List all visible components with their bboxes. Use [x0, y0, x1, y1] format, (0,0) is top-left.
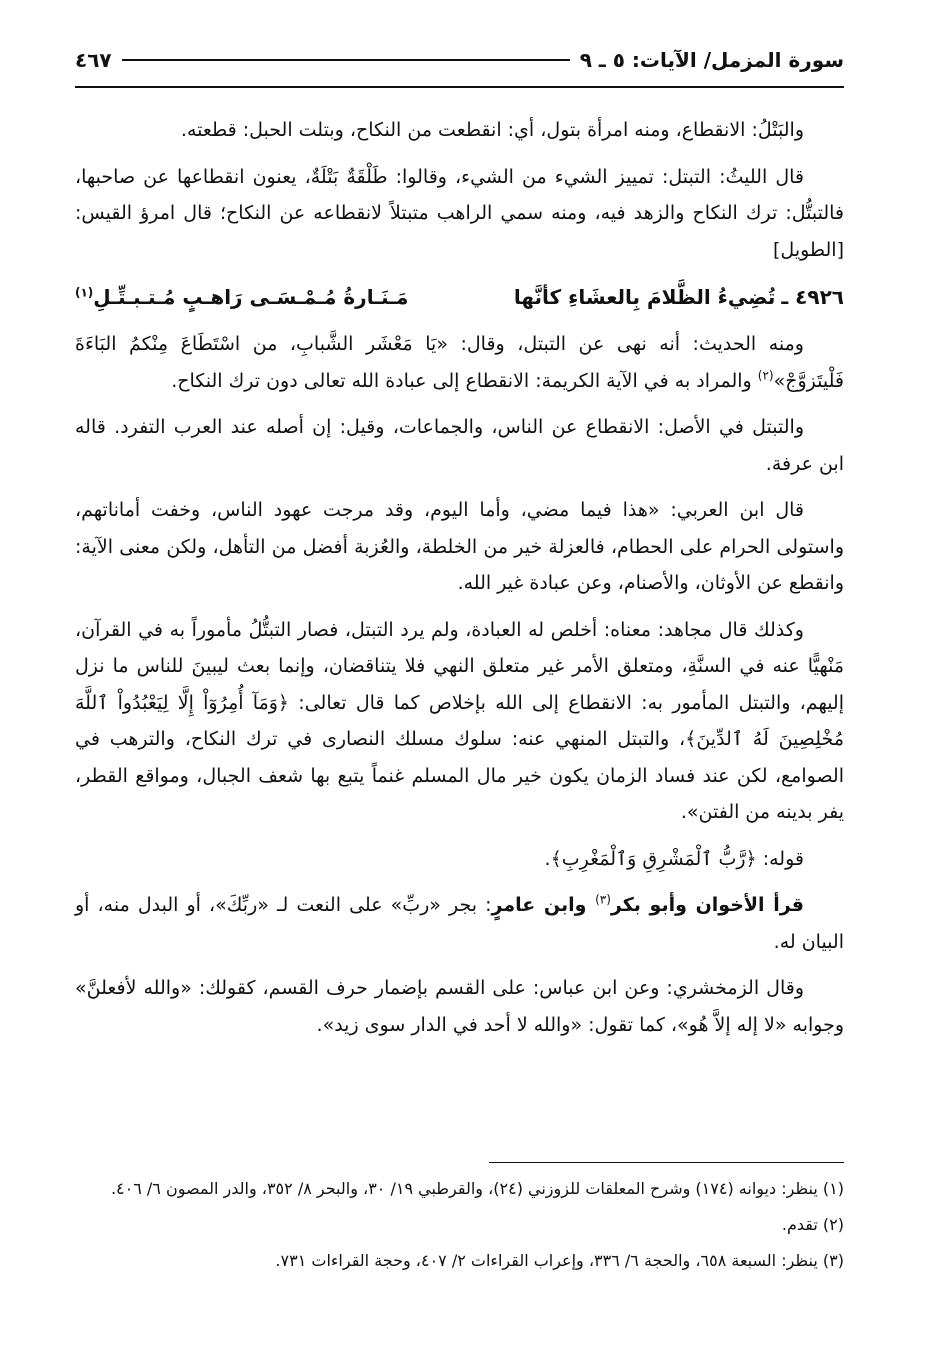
- paragraph-origin: والتبتل في الأصل: الانقطاع عن الناس، والجماعات، وقيل: إن أصله عند العرب التفرد. قاله ابن عرفة.: [75, 416, 844, 475]
- qiraat-ibn-amir: وابن عامرٍ: [491, 894, 596, 916]
- paragraph-verse-quote: قوله: ﴿رَّبُّ ٱلْمَشْرِقِ وَٱلْمَغْرِبِ﴾.: [544, 847, 804, 870]
- footnote-ref-2[interactable]: (٢): [757, 368, 774, 383]
- footnote-item: [75, 1211, 844, 1239]
- footnotes: [75, 1175, 844, 1283]
- paragraph-laith: قال الليثُ: التبتل: تمييز الشيء من الشيء، وقالوا: طَلْقَةٌ بَتْلَةٌ، يعنون انقطاعها عن صاحبها، فالتبتُّل: ترك النكاح والزهد فيه، ومنه سمي الراهب متبتلاً لانقطاعه عن النكاح؛ قال امرؤ القيس: [الطويل]: [75, 165, 844, 261]
- footnote-mark: (١): [822, 1179, 844, 1198]
- paragraph-batl: والبَتْلُ: الانقطاع، ومنه امرأة بتول، أي: انقطعت من النكاح، وبتلت الحبل: قطعته.: [180, 119, 804, 141]
- paragraph-mujahid: وكذلك قال مجاهد: معناه: أخلص له العبادة، ولم يرد التبتل، فصار التبتُّلُ مأموراً به في القرآن، مَنْهيًّا عنه في السنَّةِ، ومتعلق الأمر غير متعلق النهي فلا يتناقضان، وإنما بعث ليبينَ للناس ما نزل إليهم، والتبتل المأمور به: الانقطاع إلى الله بإخلاص كما قال تعالى: ﴿وَمَآ أُمِرُوٓاْ إِلَّا لِيَعْبُدُواْ ٱللَّهَ مُخْلِصِينَ لَهُ ٱلدِّينَ﴾، والتبتل المنهي عنه: سلوك مسلك النصارى في ترك النكاح، والترهب في الصوامع، لكن عند فساد الزمان يكون خير مال المسلم غنماً يتبع بها شعف الجبال، ومواقع القطر، يفر بدينه من الفتن».: [75, 618, 844, 823]
- footnote-item: [75, 1175, 844, 1203]
- footnote-text: تقدم.: [781, 1215, 818, 1234]
- paragraph-hadith: [75, 326, 844, 399]
- qiraat-rest: : بجر «ربِّ» على النعت لـ «ربِّكَ»، أو البدل منه، أو البيان له.: [75, 894, 844, 953]
- footnote-ref-1[interactable]: (١): [74, 285, 94, 300]
- page-header: [75, 40, 844, 80]
- qiraat-readers: قرأ الأخوان وأبو بكر: [610, 894, 804, 916]
- footnote-text: ينظر: ديوانه (١٧٤) وشرح المعلقات للزوزني (٢٤)، والقرطبي ١٩/ ٣٠، والبحر ٨/ ٣٥٢، والدر المصون ٦/ ٤٠٦.: [110, 1179, 818, 1198]
- poetry-verse: [75, 278, 844, 316]
- verse-number: ٤٩٢٦ ـ: [781, 285, 844, 309]
- header-rule: [75, 86, 844, 88]
- footnote-mark: (٣): [822, 1251, 844, 1270]
- footnote-separator: [489, 1162, 844, 1163]
- verse-hemistich-second-text: مَـنَـارةُ مُـمْـسَـى رَاهـبٍ مُـتـبـتِّـلِ: [93, 285, 409, 309]
- hadith-text: ومنه الحديث: أنه نهى عن التبتل، وقال: «يَا مَعْشَر الشَّبابِ، من اسْتَطَاعَ مِنْكمُ البَاءَةَ فَلْيتَزوَّجْ»: [75, 333, 844, 392]
- paragraph-ibn-arabi: قال ابن العربي: «هذا فيما مضي، وأما اليوم، وقد مرجت عهود الناس، وخفت أماناتهم، واستولى الحرام على الحطام، فالعزلة خير من الخلطة، والعُزبة أفضل من التأهل، ولكن معنى الآية: وانقطع عن الأوثان، والأصنام، وعن عبادة غير الله.: [75, 499, 844, 594]
- footnote-mark: (٢): [822, 1215, 844, 1234]
- main-text: [75, 112, 844, 1053]
- footnote-text: ينظر: السبعة ٦٥٨، والحجة ٦/ ٣٣٦، وإعراب القراءات ٢/ ٤٠٧، وحجة القراءات ٧٣١.: [275, 1251, 818, 1270]
- verse-hemistich-second: [75, 278, 425, 316]
- paragraph-zamakhshari: وقال الزمخشري: وعن ابن عباس: على القسم بإضمار حرف القسم، كقولك: «والله لأفعلنَّ» وجوابه «لا إله إلاَّ هُو»، كما تقول: «والله لا أحد في الدار سوى زيد».: [75, 977, 844, 1036]
- footnote-item: [75, 1247, 844, 1275]
- header-line: [122, 59, 570, 61]
- paragraph-qiraat: [75, 887, 844, 960]
- page-number: ٤٦٧: [75, 48, 112, 72]
- footnote-ref-3[interactable]: (٣): [595, 892, 611, 907]
- running-title: سورة المزمل/ الآيات: ٥ ـ ٩: [579, 48, 844, 72]
- hadith-meaning: والمراد به في الآية الكريمة: الانقطاع إلى عبادة الله تعالى دون ترك النكاح.: [171, 369, 758, 392]
- verse-hemistich-first: تُضِيءُ الظَّلامَ بِالعشَاءِ كأنَّها: [513, 285, 776, 309]
